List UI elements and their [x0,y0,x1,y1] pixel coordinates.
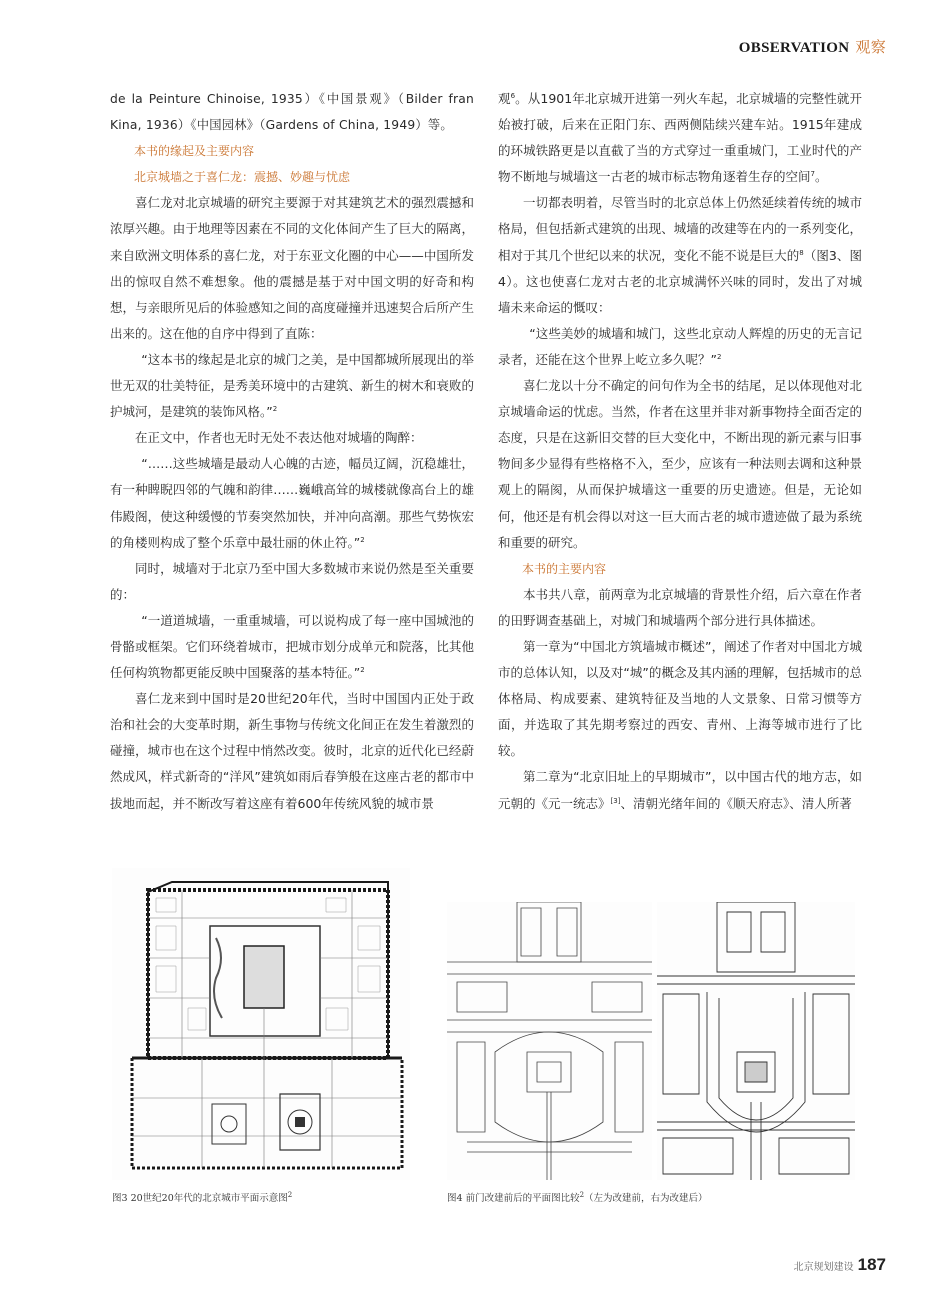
text-run: 一切都表明着，尽管当时的北京总体上仍然延续着传统的城市格局，但包括新式建筑的出现、城墙的改建等在内的一系列变化，相对于其几个世纪以来的状况，变化不能不说是巨大的 [498,195,862,263]
text-run: 、清朝光绪年间的《顺天府志》、清人所著 [620,795,852,811]
publication-name: 北京规划建设 [793,1262,854,1273]
caption-text: 图4 前门改建前后的平面图比较 [447,1193,580,1204]
footnote-ref: [3] [610,796,621,805]
left-quote-3 [110,608,474,686]
text-run: （图3、图4）。这也使喜仁龙对古老的北京城满怀兴味的同时，发出了对城墙未来命运的慨叹： [498,247,862,315]
footnote-ref: 2 [360,665,365,674]
footnote-ref: 8 [799,248,804,257]
figure-3-beijing-plan [112,868,410,1180]
header-observation: OBSERVATION [738,40,850,56]
page-footer [794,1255,886,1275]
right-column [498,86,862,817]
footnote-ref: 2 [716,352,722,361]
left-column [110,86,474,817]
figure-4-after-plan [657,902,855,1180]
quote-text: “……这些城墙是最动人心魄的古迹，幅员辽阔，沉稳雄壮，有一种睥睨四邻的气魄和韵律……巍峨高耸的城楼就像高台上的雄伟殿阁，使这种缓慢的节奏突然加快，并冲向高潮。那些气势恢宏的角楼则构成了整个乐章中最壮丽的休止符。” [110,456,474,550]
subsection-heading-shock: 北京城墙之于喜仁龙：震撼、妙趣与忧虑 [134,170,351,185]
right-para-6 [498,764,862,816]
caption-text: 图3 20世纪20年代的北京城市平面示意图 [112,1193,288,1204]
figure-4-before-plan [447,902,652,1180]
right-para-1: 观$^6$。从1901年北京城开进第一列火车起，北京城墙的完整性就开始被打破，后来在正阳门东、西两侧陆续兴建车站。1915年建成的环城铁路更是以直截了当的方式穿过一重重城门，工业时代的产物不断地与城墙这一古老的城市标志物角逐着生存的空间$^7$。 [498,91,862,185]
right-para-4: 本书共八章，前两章为北京城墙的背景性介绍，后六章在作者的田野调查基础上，对城门和城墙两个部分进行具体描述。 [498,586,862,628]
right-para-5: 第一章为“中国北方筑墙城市概述”，阐述了作者对中国北方城市的总体认知，以及对“城”的概念及其内涵的理解，包括城市的总体格局、构成要素、建筑特征及当地的人文景象、日常习惯等方面，并选取了其先期考察过的西安、青州、上海等城市进行了比较。 [498,638,862,759]
header-guancha: 观察 [855,40,886,56]
right-quote-1 [498,321,862,373]
left-quote-2 [110,451,474,555]
left-para-2: 喜仁龙对北京城墙的研究主要源于对其建筑艺术的强烈震撼和浓厚兴趣。由于地理等因素在不同的文化体间产生了巨大的隔离，来自欧洲文明体系的喜仁龙，对于东亚文化圈的中心——中国所发出的惊叹自然不难想象。他的震撼是基于对中国文明的好奇和构想，与亲眼所见后的体验感知之间的高度碰撞并迅速契合后所产生出来的。这在他的自序中得到了直陈： [110,195,474,341]
page-number: 187 [857,1255,886,1274]
left-para-5: 喜仁龙来到中国时是20世纪20年代，当时中国国内正处于政治和社会的大变革时期，新生事物与传统文化间正在发生着激烈的碰撞，城市也在这个过程中悄然改变。彼时，北京的近代化已经蔚然成风，样式新奇的“洋风”建筑如雨后春笋般在这座古老的都市中拔地而起，并不断改写着这座有着600年传统风貌的城市景 [110,691,474,811]
section-heading-origin: 本书的缘起及主要内容 [134,144,255,159]
quote-text: “这些美妙的城墙和城门，这些北京动人辉煌的历史的无言记录者，还能在这个世界上屹立多久呢？” [498,325,862,367]
figure-3-caption [112,1190,292,1204]
text-run: 第二章为“北京旧址上的早期城市”，以中国古代的地方志，如元朝的《元一统志》 [498,769,862,811]
left-para-3: 在正文中，作者也无时无处不表达他对城墙的陶醉： [135,430,423,446]
footnote-ref: 2 [579,1190,585,1199]
quote-text: “一道道城墙，一重重城墙，可以说构成了每一座中国城池的骨骼或框架。它们环绕着城市，把城市划分成单元和院落，比其他任何构筑物都更能反映中国聚落的基本特征。” [110,612,474,681]
left-para-1: de la Peinture Chinoise, 1935）《中国景观》（Bilder fran Kina, 1936）《中国园林》（Gardens of China, 1949）等。 [110,92,474,133]
text-run: 。从1901年北京城开进第一列火车起，北京城墙的完整性就开始被打破，后来在正阳门东、西两侧陆续兴建车站。1915年建成的环城铁路更是以直截了当的方式穿过一重重城门，工业时代的产物不断地与城墙这一古老的城市标志物角逐着生存的空间 [498,91,862,185]
footnote-ref: 2 [287,1190,293,1199]
caption-tail: （左为改建前，右为改建后） [584,1193,708,1204]
running-header [739,36,886,57]
text-run: 观 [498,91,511,106]
section-heading-content: 本书的主要内容 [522,561,607,576]
left-quote-1 [110,347,474,425]
footnote-ref: 2 [360,535,365,544]
footnote-ref: 2 [272,404,278,413]
figure-4-caption [447,1190,708,1204]
right-para-2 [498,190,862,320]
footnote-ref: 6 [510,91,516,100]
quote-text: “这本书的缘起是北京的城门之美，是中国都城所展现出的举世无双的壮美特征，是秀美环境中的古建筑、新生的树木和衰败的护城河，是建筑的装饰风格。” [110,351,474,420]
footnote-ref: 7 [810,170,815,179]
left-para-4: 同时，城墙对于北京乃至中国大多数城市来说仍然是至关重要的： [110,560,474,602]
right-para-3: 喜仁龙以十分不确定的问句作为全书的结尾，足以体现他对北京城墙命运的忧虑。当然，作者在这里并非对新事物持全面否定的态度，只是在这新旧交替的巨大变化中，不断出现的新元素与旧事物间多少显得有些格格不入，至少，应该有一种法则去调和这种景观上的隔阂，从而保护城墙这一重要的历史遗迹。但是，无论如何，他还是有机会得以对这一巨大而古老的城市遗迹做了最为系统和重要的研究。 [498,378,862,550]
